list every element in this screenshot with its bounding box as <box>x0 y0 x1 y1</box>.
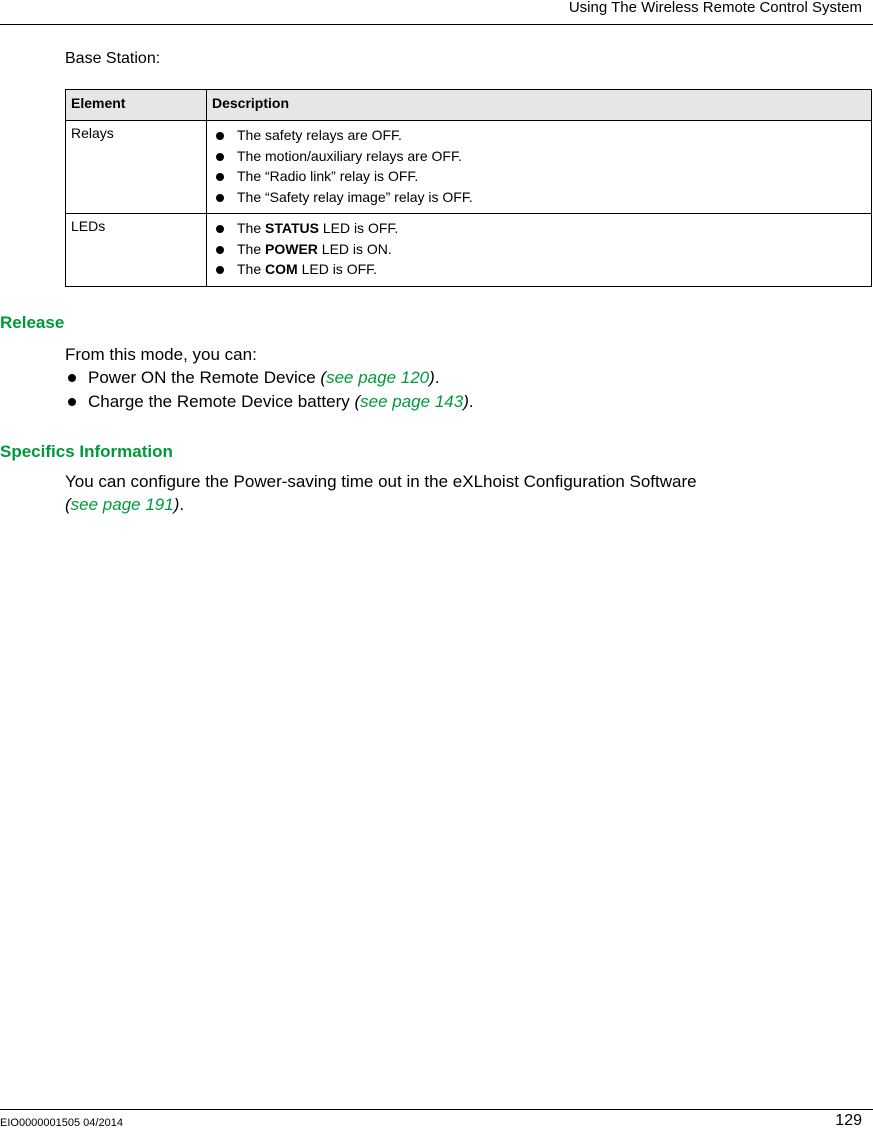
table-row <box>66 121 872 214</box>
header-description: Description <box>207 90 872 121</box>
item-end: . <box>468 391 474 411</box>
intro-text: Base Station: <box>65 50 161 67</box>
paren-open: ( <box>320 368 327 387</box>
list-item <box>212 259 866 280</box>
item-text: LED is ON. <box>317 240 392 257</box>
specifics-text: You can configure the Power-saving time out in the eXLhoist Configuration Software <box>65 472 697 491</box>
item-text: The <box>237 261 266 277</box>
description-cell <box>207 121 872 214</box>
paren-open: ( <box>65 495 71 514</box>
list-item: The “Safety relay image” relay is OFF. <box>212 187 866 208</box>
header-element: Element <box>66 90 207 121</box>
item-bold: STATUS <box>265 220 319 236</box>
base-station-table <box>65 89 872 287</box>
paren-close: ) <box>173 495 180 514</box>
item-text: Charge the Remote Device battery <box>88 391 355 411</box>
item-text: The <box>237 240 266 257</box>
doc-reference: EIO0000001505 04/2014 <box>0 1117 123 1129</box>
list-item: The “Radio link” relay is OFF. <box>212 166 866 187</box>
item-text: The <box>237 220 266 236</box>
page-link[interactable]: see page 143 <box>360 391 464 411</box>
list-item: The motion/auxiliary relays are OFF. <box>212 146 866 167</box>
specifics-link-line <box>65 493 825 516</box>
release-intro: From this mode, you can: <box>65 345 257 364</box>
page-link[interactable]: see page 191 <box>70 495 174 514</box>
list-item <box>212 218 866 239</box>
item-text: LED is OFF. <box>297 261 378 277</box>
item-bold: POWER <box>265 240 318 257</box>
table-row <box>66 214 872 287</box>
item-end: . <box>179 495 185 514</box>
specifics-section <box>65 470 825 516</box>
specifics-heading: Specifics Information <box>0 442 173 461</box>
paren-open: ( <box>354 391 361 411</box>
release-heading: Release <box>0 313 65 332</box>
header-title: Using The Wireless Remote Control System <box>568 0 862 16</box>
footer-rule <box>0 1109 873 1110</box>
page-number: 129 <box>835 1112 862 1129</box>
item-end: . <box>434 368 440 387</box>
description-cell <box>207 214 872 287</box>
item-text: LED is OFF. <box>318 220 399 236</box>
list-item <box>212 239 866 260</box>
page-link[interactable]: see page 120 <box>326 368 430 387</box>
element-cell: LEDs <box>66 214 207 287</box>
list-item: The safety relays are OFF. <box>212 125 866 146</box>
table-header-row <box>66 90 872 121</box>
list-item <box>65 390 474 414</box>
list-item <box>65 366 474 390</box>
release-section <box>65 343 474 413</box>
header-rule <box>0 24 873 25</box>
item-bold: COM <box>265 261 298 277</box>
paren-close: ) <box>463 391 469 411</box>
paren-close: ) <box>429 368 435 387</box>
item-text: Power ON the Remote Device <box>88 368 321 387</box>
element-cell: Relays <box>66 121 207 214</box>
